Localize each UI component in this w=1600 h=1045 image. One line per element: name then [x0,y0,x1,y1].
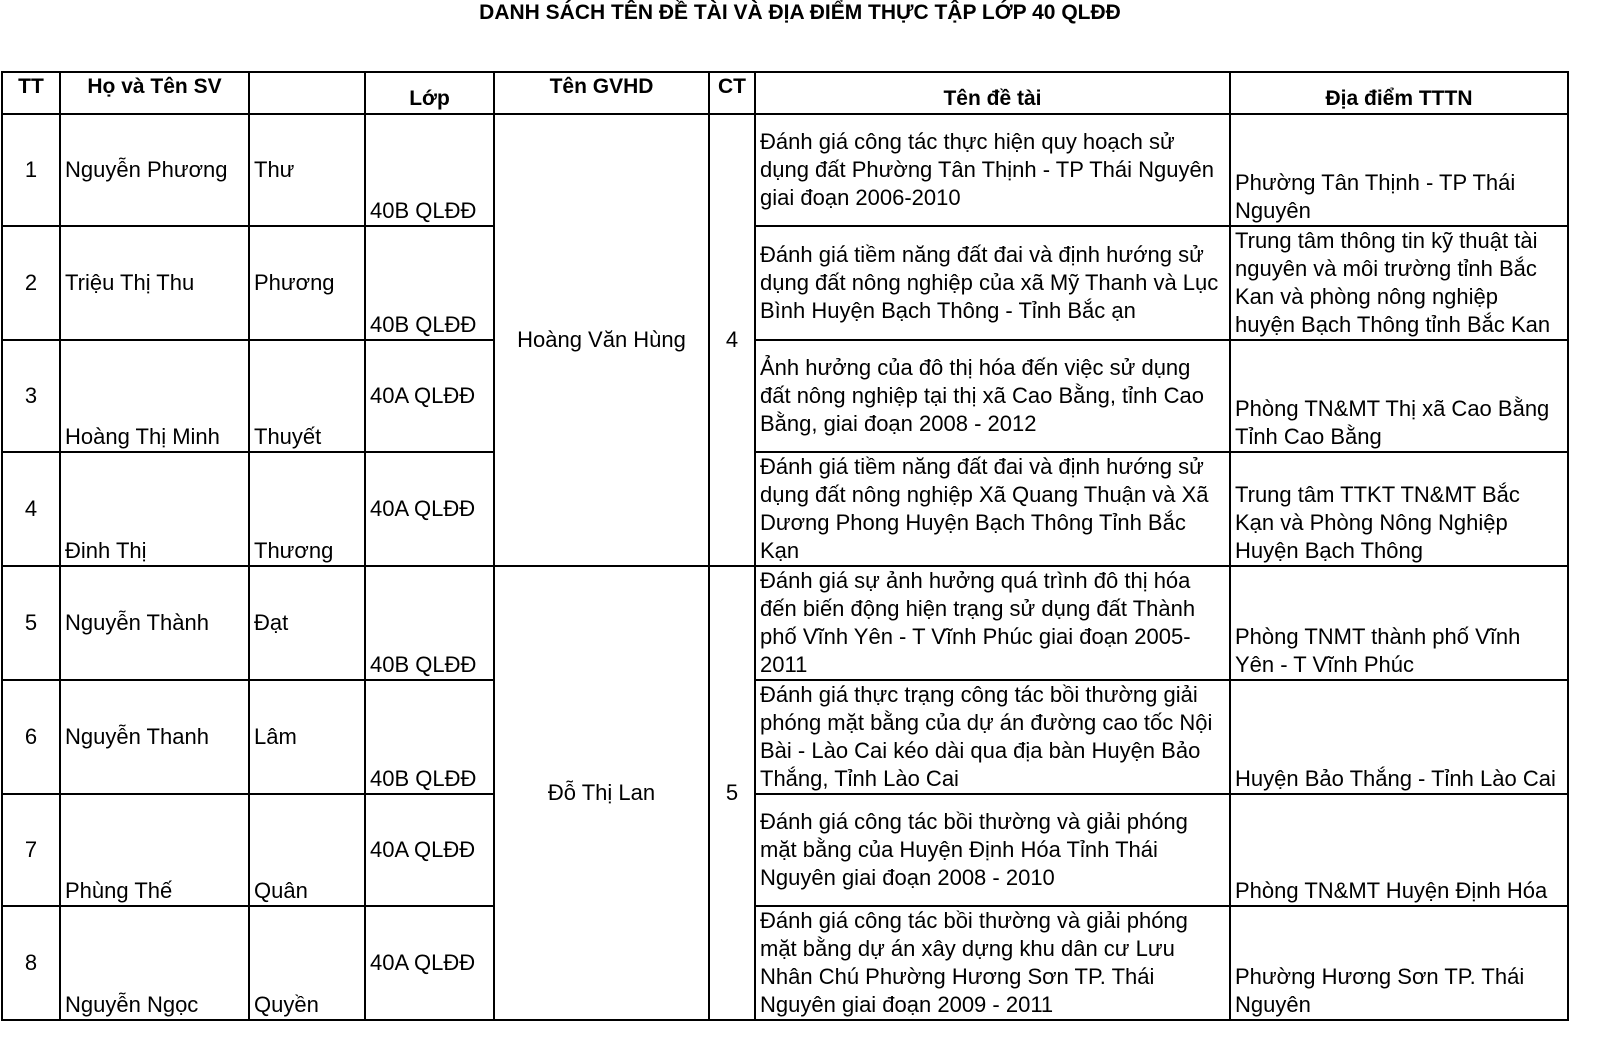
cell-name: Nguyễn Phương [60,114,249,226]
cell-class: 40A QLĐĐ [365,906,494,1020]
cell-topic: Đánh giá công tác thực hiện quy hoạch sử dụng đất Phường Tân Thịnh - TP Thái Nguyên giai đoạn 2006-2010 [755,114,1230,226]
cell-name: Nguyễn Ngọc [60,906,249,1020]
cell-given-name: Quyền [249,906,365,1020]
cell-ct: 4 [709,114,755,566]
cell-place: Trung tâm thông tin kỹ thuật tài nguyên và môi trường tỉnh Bắc Kan và phòng nông nghiệp huyện Bạch Thông tỉnh Bắc Kan [1230,226,1568,340]
table-row [2,680,1568,794]
cell-advisor: Hoàng Văn Hùng [494,114,709,566]
header-advisor: Tên GVHD [494,72,709,114]
cell-name: Hoàng Thị Minh [60,340,249,452]
cell-tt: 1 [2,114,60,226]
cell-class: 40B QLĐĐ [365,114,494,226]
header-name: Họ và Tên SV [60,72,249,114]
header-ct: CT [709,72,755,114]
header-place: Địa điểm TTTN [1230,72,1568,114]
cell-topic: Đánh giá sự ảnh hưởng quá trình đô thị hóa đến biến động hiện trạng sử dụng đất Thành phố Vĩnh Yên - T Vĩnh Phúc giai đoạn 2005-2011 [755,566,1230,680]
cell-class: 40A QLĐĐ [365,340,494,452]
cell-topic: Đánh giá tiềm năng đất đai và định hướng sử dụng đất nông nghiệp Xã Quang Thuận và Xã Dương Phong Huyện Bạch Thông Tỉnh Bắc Kạn [755,452,1230,566]
cell-name: Phùng Thế [60,794,249,906]
table-row [2,226,1568,340]
cell-name: Triệu Thị Thu [60,226,249,340]
cell-name: Nguyễn Thành [60,566,249,680]
cell-given-name: Phương [249,226,365,340]
cell-topic: Đánh giá công tác bồi thường và giải phóng mặt bằng dự án xây dựng khu dân cư Lưu Nhân Chú Phường Hương Sơn TP. Thái Nguyên giai đoạn 2009 - 2011 [755,906,1230,1020]
table-row [2,452,1568,566]
table-row [2,906,1568,1020]
internship-table [1,71,1569,1021]
cell-tt: 4 [2,452,60,566]
cell-place: Phòng TN&MT Thị xã Cao Bằng Tỉnh Cao Bằng [1230,340,1568,452]
cell-advisor: Đỗ Thị Lan [494,566,709,1020]
table-row [2,566,1568,680]
page-title: DANH SÁCH TÊN ĐỀ TÀI VÀ ĐỊA ĐIỂM THỰC TẬP LỚP 40 QLĐĐ [479,1,1121,24]
cell-given-name: Thư [249,114,365,226]
cell-place: Phường Tân Thịnh - TP Thái Nguyên [1230,114,1568,226]
cell-given-name: Quân [249,794,365,906]
cell-tt: 3 [2,340,60,452]
header-given-name [249,72,365,114]
cell-class: 40B QLĐĐ [365,680,494,794]
header-tt: TT [2,72,60,114]
table-row [2,794,1568,906]
cell-topic: Đánh giá thực trạng công tác bồi thường giải phóng mặt bằng của dự án đường cao tốc Nội Bài - Lào Cai kéo dài qua địa bàn Huyện Bảo Thắng, Tỉnh Lào Cai [755,680,1230,794]
cell-tt: 6 [2,680,60,794]
cell-tt: 8 [2,906,60,1020]
cell-class: 40B QLĐĐ [365,226,494,340]
cell-place: Phòng TN&MT Huyện Định Hóa [1230,794,1568,906]
cell-tt: 5 [2,566,60,680]
cell-tt: 7 [2,794,60,906]
cell-name: Nguyễn Thanh [60,680,249,794]
table-row [2,114,1568,226]
cell-class: 40A QLĐĐ [365,794,494,906]
cell-topic: Đánh giá tiềm năng đất đai và định hướng sử dụng đất nông nghiệp của xã Mỹ Thanh và Lục Bình Huyện Bạch Thông - Tỉnh Bắc ạn [755,226,1230,340]
cell-place: Trung tâm TTKT TN&MT Bắc Kạn và Phòng Nông Nghiệp Huyện Bạch Thông [1230,452,1568,566]
cell-class: 40A QLĐĐ [365,452,494,566]
header-class: Lớp [365,72,494,114]
cell-given-name: Thuyết [249,340,365,452]
cell-given-name: Thương [249,452,365,566]
table-row [2,340,1568,452]
cell-given-name: Lâm [249,680,365,794]
cell-class: 40B QLĐĐ [365,566,494,680]
cell-topic: Ảnh hưởng của đô thị hóa đến việc sử dụng đất nông nghiệp tại thị xã Cao Bằng, tỉnh Cao Bằng, giai đoạn 2008 - 2012 [755,340,1230,452]
cell-topic: Đánh giá công tác bồi thường và giải phóng mặt bằng của Huyện Định Hóa Tỉnh Thái Nguyên giai đoạn 2008 - 2010 [755,794,1230,906]
cell-place: Phòng TNMT thành phố Vĩnh Yên - T Vĩnh Phúc [1230,566,1568,680]
cell-place: Phường Hương Sơn TP. Thái Nguyên [1230,906,1568,1020]
cell-given-name: Đạt [249,566,365,680]
header-topic: Tên đề tài [755,72,1230,114]
cell-place: Huyện Bảo Thắng - Tỉnh Lào Cai [1230,680,1568,794]
cell-name: Đinh Thị [60,452,249,566]
cell-tt: 2 [2,226,60,340]
header-row [2,72,1568,114]
cell-ct: 5 [709,566,755,1020]
